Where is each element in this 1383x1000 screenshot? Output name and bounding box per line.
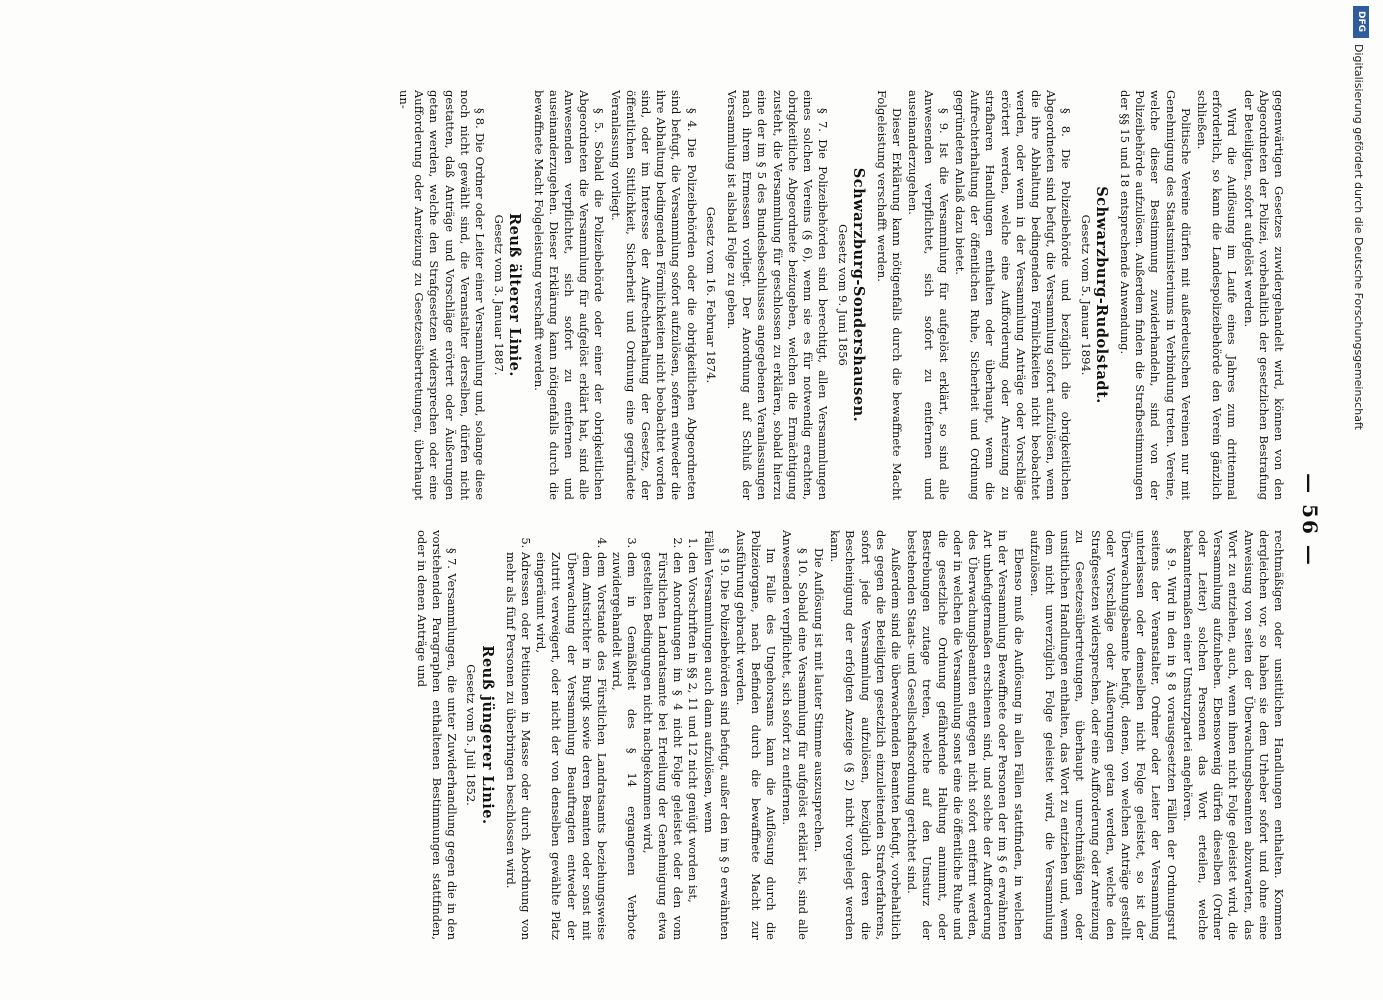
paragraph: gegenwärtigen Gesetzes zuwidergehandelt wird, können von den Abgeordneten der Polizei, vorbehaltlich der gesetzlichen Bestrafung der Beteiligten, sofort aufgelöst werden. xyxy=(1241,90,1286,500)
section-heading: Schwarzburg-Sondershausen. xyxy=(849,167,867,423)
paragraph: § 8. Die Ordner oder Leiter einer Versammlung und, solange diese noch nicht gewählt sind, die Veranstalter derselben, dürfen nicht gestatten, daß Anträge und Vorschläge erörtert oder Äußerungen getan werden, welche den Strafgesetzen widersprechen oder eine Aufforderung oder Anreizung zu Gesetzesübertretungen, überhaupt un- xyxy=(397,90,488,500)
law-date: Gesetz vom 9. Juni 1856 xyxy=(835,224,850,366)
law-date: Gesetz vom 3. Januar 1887. xyxy=(492,214,507,376)
law-date: Gesetz vom 16. Februar 1874. xyxy=(703,206,718,384)
section-heading: Schwarzburg-Rudolstadt. xyxy=(1092,186,1110,404)
list-item: 5. Adressen oder Petitionen in Masse oder durch Abordnung von mehr als fünf Personen zu überbringen beschlossen wird. xyxy=(503,552,533,940)
section-heading: Reuß älterer Linie. xyxy=(506,213,524,377)
page-number: — 56 — xyxy=(1298,473,1322,567)
paragraph: § 10. Sobald eine Versammlung für aufgelöst erklärt ist, sind alle Anwesenden verpflichtet, sich sofort zu entfernen. xyxy=(780,530,810,940)
paragraph: § 4. Die Polizeibehörden oder die obrigkeitlichen Abgeordneten sind befugt, die Versammlung sofort aufzulösen, sofern entweder die ihre Abhaltung bedingenden Förmlichkeiten nicht beobachtet worden sind, oder im Interesse der Aufrechterhaltung der Gesetze, der öffentlichen Sittlichkeit, Sicherheit und Ordnung eine gegründete Veranlassung vorliegt. xyxy=(608,90,699,500)
dfg-logo: DFG xyxy=(1353,6,1369,38)
list-item: 4. dem Vorstande des Fürstlichen Landratsamts beziehungsweise dem Amtsrichter in Burgk sowie deren Beamten oder sonst mit Überwachung der Versammlung Beauftragten entweder der Zutritt verweigert, oder nicht der von denselben gewählte Platz eingeräumt wird, xyxy=(533,552,609,940)
paragraph: § 7. Die Polizeibehörden sind berechtigt, allen Versammlungen eines solchen Vereins (§ 6), wenn sie es für notwendig erachten, obrigkeitliche Abgeordnete beizugeben, welchen die Ermächtigung zusteht, die Versammlung für geschlossen zu erklären, sobald hierzu eine der im § 5 des Bundesbeschlusses angegebenen Veranlassungen nach ihrem Ermessen vorliegt. Der Anordnung auf Schluß der Versammlung ist alsbald Folge zu geben. xyxy=(725,90,831,500)
paragraph: § 8. Die Polizeibehörde und bezüglich die obrigkeitlichen Abgeordneten sind befugt, die Versammlung sofort aufzulösen, wenn die ihre Abhaltung bedingenden Förmlichkeiten nicht beobachtet werden, oder wenn in der Versammlung Anträge oder Vorschläge erörtert werden, welche eine Aufforderung oder Anreizung zu strafbaren Handlungen enthalten oder überhaupt, wenn die Aufrechterhaltung der öffentlichen Ruhe, Sicherheit und Ordnung gegründeten Anlaß dazu bietet. xyxy=(952,90,1074,500)
paragraph: Wird die Auflösung im Laufe eines Jahres zum drittenmal erforderlich, so kann die Landespolizeibehörde den Verein gänzlich schließen. xyxy=(1194,90,1240,500)
right-column xyxy=(106,530,1286,940)
digitization-notice: Digitalisierung gefördert durch die Deutsche Forschungsgemeinschaft xyxy=(1352,44,1365,430)
paragraph: rechtmäßigen oder unsittlichen Handlungen enthalten. Kommen dergleichen vor, so haben sie dem Urheber sofort und ohne eine Anweisung von seiten der Überwachungsbeamten abzuwarten, das Wort zu entziehen, auch, wenn ihnen nicht Folge geleistet wird, die Versammlung aufzuheben. Ebensowenig dürfen dieselben (Ordner oder Leiter) solchen Personen das Wort erteilen, welche bekanntermaßen einer Umsturzpartei angehören. xyxy=(1180,530,1286,940)
paragraph: Ebenso muß die Auflösung in allen Fällen stattfinden, in welchen in der Versammlung Bewaffnete oder Personen der im § 6 erwähnten Art unbefugtermaßen erschienen sind, und solche der Aufforderung des Überwachungsbeamten entgegen nicht sofort entfernt werden, oder in welchen die Versammlung sonst eine die öffentliche Ruhe und die gesetzliche Ordnung gefährdende Haltung annimmt, oder Bestrebungen zutage treten, welche auf den Umsturz der bestehenden Staats- und Gesellschaftsordnung gerichtet sind. xyxy=(905,530,1026,940)
paragraph: § 19. Die Polizeibehörden sind befugt, außer den im § 9 erwähnten Fällen Versammlungen auch dann aufzulösen, wenn xyxy=(702,530,732,940)
paragraph: Dieser Erklärung kann nötigenfalls durch die bewaffnete Macht Folgeleistung verschafft werden. xyxy=(874,90,905,500)
list-item: 3. dem in Gemäßheit des § 14 ergangenen Verbote zuwidergehandelt wird, xyxy=(609,552,639,940)
list-item: 2. den Anordnungen im § 4 nicht Folge geleistet oder den vom Fürstlichen Landratsamte bei Erteilung der Genehmigung etwa gestellten Bedingungen nicht nachgekommen wird, xyxy=(639,552,685,940)
law-date: Gesetz vom 5. Juli 1852. xyxy=(464,664,479,806)
paragraph: Im Falle des Ungehorsams kann die Auflösung durch die Polizeiorgane, nach Befinden durch die bewaffnete Macht zur Ausführung gebracht werden. xyxy=(733,530,779,940)
left-column xyxy=(106,90,1286,500)
section-heading: Reuß jüngerer Linie. xyxy=(478,645,496,825)
rotated-page-content xyxy=(90,70,1330,970)
paragraph: § 7. Versammlungen, die unter Zuwiderhandlung gegen die in den vorstehenden Paragraphen enthaltenen Bestimmungen stattfinden, oder in denen Anträge und xyxy=(414,530,460,940)
law-date: Gesetz vom 5. Januar 1894. xyxy=(1078,214,1093,376)
list-item: 1. den Vorschriften in §§ 2, 11 und 12 nicht genügt worden ist, xyxy=(685,552,700,940)
paragraph: § 9. Wird in den in § 8 vorausgesetzten Fällen der Ordnungsruf seitens der Veranstalter, Ordner oder Leiter der Versammlung unterlassen oder demselben nicht Folge geleistet, so ist der Überwachungsbeamte befugt, denen, von welchen Anträge gestellt oder Vorschläge oder Äußerungen getan werden, welche den Strafgesetzen widersprechen, oder eine Aufforderung oder Anreizung zu Gesetzesübertretungen, überhaupt unrechtmäßigen oder unsittlichen Handlungen enthalten, das Wort zu entziehen und, wenn dem nicht unverzüglich Folge geleistet wird, die Versammlung aufzulösen. xyxy=(1027,530,1179,940)
paragraph: § 9. Ist die Versammlung für aufgelöst erklärt, so sind alle Anwesenden verpflichtet, sich sofort zu entfernen und auseinanderzugehen. xyxy=(906,90,951,500)
paragraph: Außerdem sind die überwachenden Beamten befugt, vorbehaltlich des gegen die Beteiligten gesetzlich einzuleitenden Strafverfahrens, sofort jede Versammlung aufzulösen, bezüglich deren die Bescheinigung der erfolgten Anzeige (§ 2) nicht vorgelegt werden kann. xyxy=(828,530,903,940)
paragraph: Politische Vereine dürfen mit außerdeutschen Vereinen nur mit Genehmigung des Staatsministeriums in Verbindung treten. Vereine, welche dieser Bestimmung zuwiderhandeln, sind von der Polizeibehörde aufzulösen. Außerdem finden die Strafbestimmungen der §§ 15 und 18 entsprechende Anwendung. xyxy=(1117,90,1193,500)
paragraph: § 5. Sobald die Polizeibehörde oder einer der obrigkeitlichen Abgeordneten die Versammlung für aufgelöst erklärt hat, sind alle Anwesenden verpflichtet, sich sofort zu entfernen und auseinanderzugehen. Dieser Erklärung kann nötigenfalls durch die bewaffnete Macht Folgeleistung verschafft werden. xyxy=(531,90,607,500)
numbered-list xyxy=(503,530,701,940)
paragraph: Die Auflösung ist mit lauter Stimme auszusprechen. xyxy=(811,548,826,852)
